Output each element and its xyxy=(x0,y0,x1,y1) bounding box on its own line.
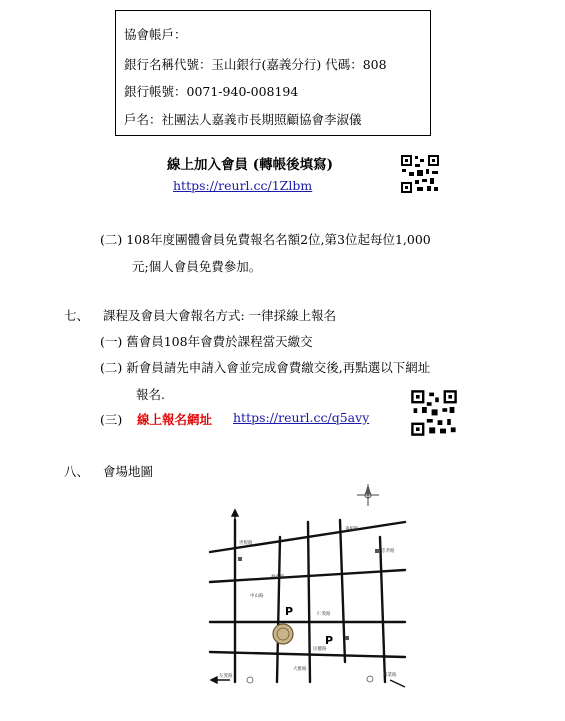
road-label: 大雅路 xyxy=(293,667,307,672)
parking-label: P xyxy=(285,605,294,618)
section-eight-title: 會場地圖 xyxy=(103,464,154,479)
parking-label: P xyxy=(325,634,334,647)
section-seven-sub2-line1: (二) 新會員請先申請入會並完成會費繳交後,再點選以下網址 xyxy=(100,360,431,375)
online-signup-link[interactable]: https://reurl.cc/q5avy xyxy=(233,410,370,425)
item-two-line2: 元;個人會員免費參加。 xyxy=(132,259,262,274)
section-seven-sub2-line2: 報名. xyxy=(136,387,165,402)
road-label: 垂楊路 xyxy=(345,527,359,532)
account-info-box xyxy=(115,10,431,136)
road-label: 林森路 xyxy=(271,575,285,580)
road-label: 世賢路 xyxy=(239,541,253,546)
account-heading: 協會帳戶： xyxy=(124,27,187,42)
road-label: 民權路 xyxy=(313,647,327,652)
compass-icon xyxy=(357,484,379,506)
item-two-line1: (二) 108年度團體會員免費報名名額2位,第3位起每位1,000 xyxy=(100,232,431,247)
account-holder-line: 戶名：社團法人嘉義市長期照顧協會李淑儀 xyxy=(124,112,362,127)
online-signup-label: 線上報名網址 xyxy=(137,412,213,427)
section-seven-sub1: (一) 舊會員108年會費於課程當天繳交 xyxy=(100,334,313,349)
section-seven-title: 課程及會員大會報名方式: 一律採線上報名 xyxy=(103,308,337,323)
road-label: 仁愛路 xyxy=(317,612,331,617)
road-label: 中山路 xyxy=(250,594,264,599)
online-join-link[interactable]: https://reurl.cc/1Zlbm xyxy=(173,178,313,193)
online-join-title: 線上加入會員 (轉帳後填寫) xyxy=(167,157,333,173)
qr-code-icon xyxy=(410,389,458,437)
section-seven-number: 七、 xyxy=(64,308,90,323)
road-label: 友愛路 xyxy=(219,674,233,679)
road-label: 興業路 xyxy=(383,673,397,678)
account-number-line: 銀行帳號：0071-940-008194 xyxy=(124,84,299,99)
qr-code-icon xyxy=(400,154,440,194)
venue-map xyxy=(205,482,415,692)
road-label: 忠孝路 xyxy=(381,549,395,554)
section-seven-sub3-label: (三) xyxy=(100,412,123,427)
venue-marker xyxy=(273,624,293,644)
section-eight-number: 八、 xyxy=(64,464,90,479)
bank-name-line: 銀行名稱代號：玉山銀行(嘉義分行) 代碼：808 xyxy=(124,57,387,72)
